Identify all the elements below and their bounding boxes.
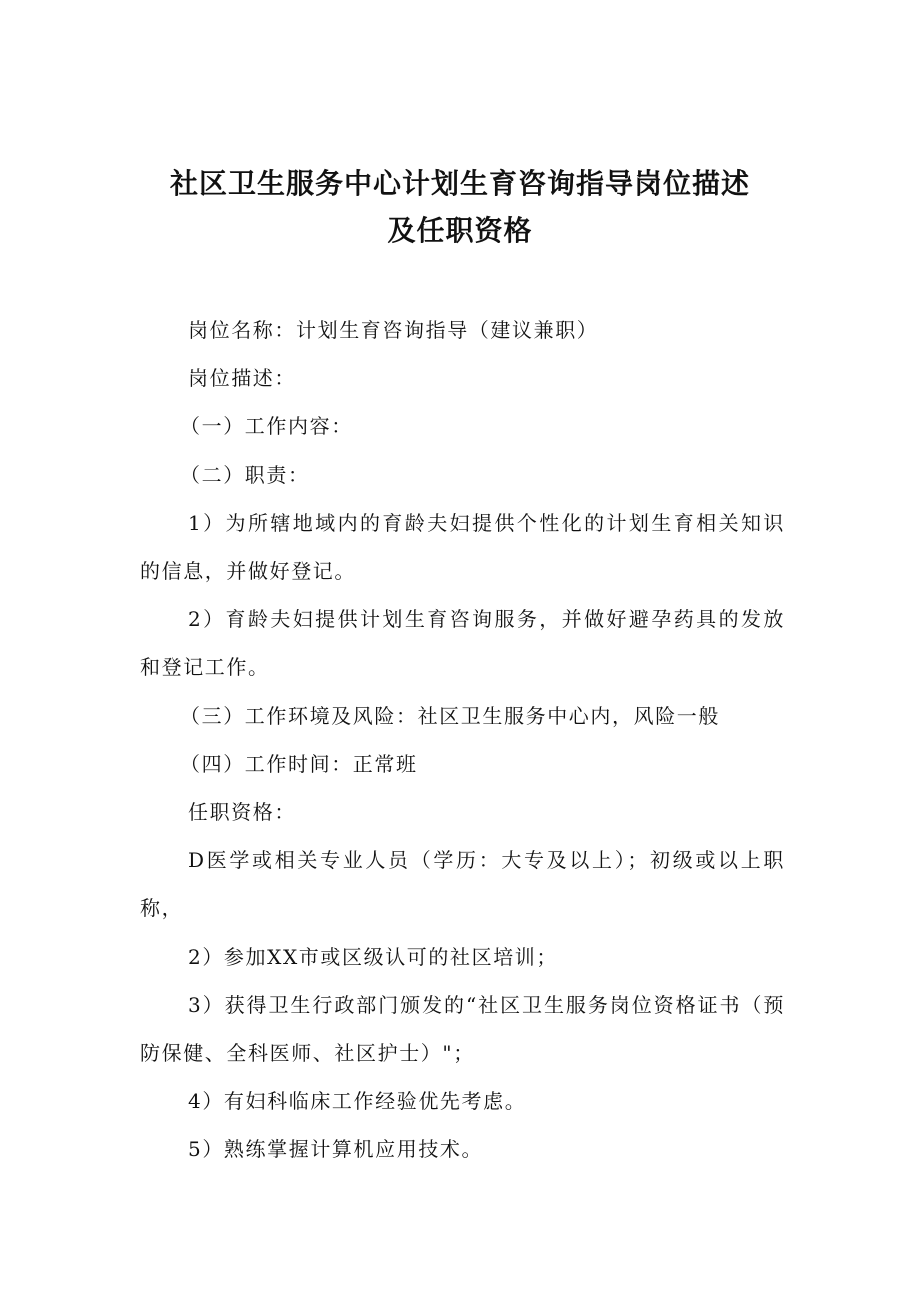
paragraph-work-environment: （三）工作环境及风险：社区卫生服务中心内，风险一般 [180,703,720,728]
document-title-line-1: 社区卫生服务中心计划生育咨询指导岗位描述 [169,167,750,200]
paragraph-position-description: 岗位描述： [188,366,296,391]
paragraph-duty-1: 1）为所辖地域内的育龄夫妇提供个性化的计划生育相关知识的信息，并做好登记。 [140,510,785,584]
paragraph-qualification-4: 4）有妇科临床工作经验优先考虑。 [188,1089,527,1114]
paragraph-qualification-3: 3）获得卫生行政部门颁发的“社区卫生服务岗位资格证书（预防保健、全科医师、社区护士）"； [140,992,785,1066]
paragraph-qualification-5: 5）熟练掌握计算机应用技术。 [188,1137,484,1162]
paragraph-position-name: 岗位名称：计划生育咨询指导（建议兼职） [188,318,599,342]
paragraph-qualification-2: 2）参加XX市或区级认可的社区培训； [188,944,559,969]
paragraph-work-content: （一）工作内容： [180,414,353,439]
paragraph-qualification-1: D医学或相关专业人员（学历：大专及以上）；初级或以上职称， [140,848,785,921]
paragraph-qualifications: 任职资格： [188,800,296,825]
document-body [140,306,785,1174]
paragraph-work-time: （四）工作时间：正常班 [180,751,418,776]
document-title-line-2: 及任职资格 [387,214,533,247]
paragraph-duties: （二）职责： [180,462,310,487]
paragraph-duty-2: 2）育龄夫妇提供计划生育咨询服务，并做好避孕药具的发放和登记工作。 [140,607,785,680]
